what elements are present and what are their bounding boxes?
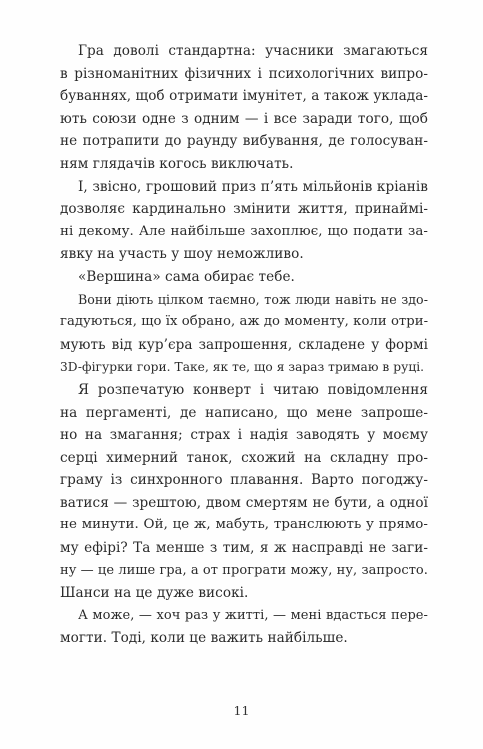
text-line: ням глядачів когось виключать. [60,155,294,172]
text-line: гадуються, що їх обрано, аж до моменту, коли отри- [60,314,429,330]
text-line: ють союзи одне з одним — і все заради того, щоб [60,110,428,127]
body-text [60,40,428,650]
text-line: дозволяє кардинально змінити життя, принаймі- [60,201,428,218]
text-line: не потрапити до раунду вибування, де голосуван- [60,133,428,150]
text-line: 3D-фігурки гори. Таке, як те, що я зараз тримаю в руці. [60,360,425,375]
text-line: но на змагання; страх і надія заводять у моєму [60,427,428,444]
text-line: явку на участь у шоу неможливо. [60,246,304,263]
text-line: не минути. Ой, це ж, мабуть, транслюють у прямо- [60,517,428,533]
text-line: ватися — зрештою, двом смертям не бути, а одної [60,494,428,511]
text-line: «Вершина» сама обирає тебе. [78,268,295,285]
text-line: буваннях, щоб отримати імунітет, а також уклада- [60,88,428,105]
text-line: ну — це лише гра, а от програти можу, ну, запросто. [60,562,428,578]
text-line: му ефірі? Та менше з тим, я ж насправді не заги- [60,540,428,557]
page-number: 11 [233,703,250,718]
text-line: серці химерний танок, схожий на складну про- [60,449,428,466]
text-line: Шанси на це дуже високі. [60,585,249,602]
text-line: І, звісно, грошовий приз п’ять мільйонів кріанів [78,178,428,195]
text-line: мують від кур’єра запрошення, складене у формі [60,336,428,353]
text-line: Я розпечатую конверт і читаю повідомлення [78,381,428,398]
text-line: на пергаменті, де написано, що мене запроше- [60,404,428,421]
text-line: Гра доволі стандартна: учасники змагаються [78,43,428,59]
text-line: ні декому. Але найбільше захоплює, що подати за- [60,223,428,239]
text-line: могти. Тоді, коли це важить найбільше. [60,630,348,647]
text-line: граму із синхронного плавання. Варто погоджу- [60,472,428,489]
text-line: в різноманітних фізичних і психологічних випро- [60,65,428,82]
text-line: А може, — хоч раз у житті, — мені вдасться пере- [78,607,428,623]
text-line: Вони діють цілком таємно, тож люди навіть не здо- [78,291,428,307]
